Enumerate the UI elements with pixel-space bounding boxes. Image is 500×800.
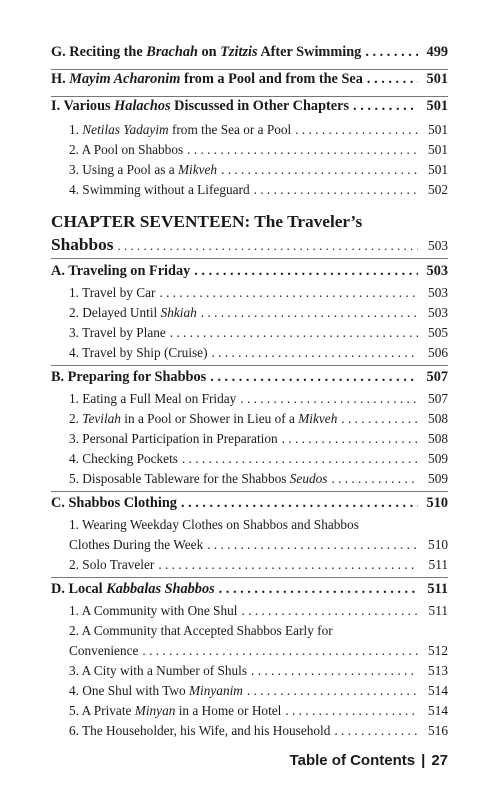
leader-dots <box>247 683 418 699</box>
toc-section-d: D. Local Kabbalas Shabbos . . . 511 <box>51 581 448 601</box>
toc-subentry: 3. Travel by Plane . . . 505 <box>51 325 448 345</box>
toc-section-h <box>51 71 448 91</box>
leader-dots <box>240 391 418 407</box>
toc-subentry: 1. A Community with One Shul . . . 511 <box>51 603 448 623</box>
leader-dots <box>295 122 418 138</box>
divider <box>51 491 448 492</box>
toc-section-c: C. Shabbos Clothing . . . 510 <box>51 495 448 515</box>
page-number: 501 <box>426 71 448 87</box>
chapter-heading-line2: Shabbos . . . 503 <box>51 235 448 257</box>
page-number: 503 <box>428 238 448 253</box>
leader-dots <box>212 345 418 361</box>
leader-dots <box>182 451 418 467</box>
folio-number: 27 <box>431 752 448 769</box>
toc-subentry <box>51 162 448 182</box>
toc-subentry: 5. Disposable Tableware for the Shabbos Seudos . . . 509 <box>51 471 448 491</box>
toc-subentry: 1. Travel by Car . . . 503 <box>51 285 448 305</box>
leader-dots <box>334 723 418 739</box>
page-number: 501 <box>428 122 448 137</box>
page-number: 503 <box>426 263 448 279</box>
toc-subentry <box>51 182 448 202</box>
toc-subentry: 3. A City with a Number of Shuls . . . 513 <box>51 663 448 683</box>
page-number: 499 <box>426 44 448 60</box>
toc-subentry: 4. One Shul with Two Minyanim . . . 514 <box>51 683 448 703</box>
entry-label: A. Traveling on Friday <box>51 263 191 279</box>
leader-dots <box>282 431 418 447</box>
running-title: Table of Contents <box>289 752 416 769</box>
toc-subentry: 2. Solo Traveler . . . 511 <box>51 557 448 577</box>
toc-subentry: 1. Wearing Weekday Clothes on Shabbos and Shabbos <box>69 517 359 532</box>
divider <box>51 96 448 97</box>
toc-section-g <box>51 44 448 64</box>
toc-section-i <box>51 98 448 118</box>
toc-subentry-continued: Clothes During the Week . . . 510 <box>51 537 448 557</box>
leader-dots <box>159 285 418 301</box>
toc-subentry <box>51 122 448 142</box>
entry-label: I. Various Halachos Discussed in Other Chapters <box>51 98 350 114</box>
toc-subentry: 4. Travel by Ship (Cruise) . . . 506 <box>51 345 448 365</box>
leader-dots <box>117 238 418 254</box>
leader-dots <box>367 71 418 88</box>
leader-dots <box>170 325 418 341</box>
entry-label: 4. Swimming without a Lifeguard <box>69 182 250 197</box>
toc-section-a <box>51 263 448 283</box>
chapter-heading: CHAPTER SEVENTEEN: The Traveler’s <box>51 212 363 231</box>
leader-dots <box>187 142 418 158</box>
divider <box>51 258 448 259</box>
toc-subentry: 3. Personal Participation in Preparation . . . 508 <box>51 431 448 451</box>
toc-section-b: B. Preparing for Shabbos . . . 507 <box>51 369 448 389</box>
toc-subentry: 4. Checking Pockets . . . 509 <box>51 451 448 471</box>
entry-label: 3. Using a Pool as a Mikveh <box>69 162 218 177</box>
leader-dots <box>353 98 418 115</box>
divider <box>51 69 448 70</box>
leader-dots <box>210 369 418 386</box>
leader-dots <box>341 411 418 427</box>
leader-dots <box>201 305 418 321</box>
leader-dots <box>254 182 418 198</box>
divider <box>51 577 448 578</box>
entry-label: H. Mayim Acharonim from a Pool and from the Sea <box>51 71 363 87</box>
page-number: 502 <box>428 182 448 197</box>
leader-dots <box>285 703 418 719</box>
leader-dots <box>158 557 418 573</box>
leader-dots <box>221 162 418 178</box>
leader-dots <box>181 495 418 512</box>
toc-subentry <box>51 142 448 162</box>
leader-dots <box>365 44 418 61</box>
toc-subentry: 6. The Householder, his Wife, and his Household . . . 516 <box>51 723 448 743</box>
entry-label: G. Reciting the Brachah on Tzitzis After Swimming <box>51 44 362 60</box>
leader-dots <box>207 537 418 553</box>
toc-subentry: 1. Eating a Full Meal on Friday . . . 507 <box>51 391 448 411</box>
leader-dots <box>194 263 418 280</box>
entry-label: 1. Netilas Yadayim from the Sea or a Pool <box>69 122 292 137</box>
toc-subentry-continued: Convenience . . . 512 <box>51 643 448 663</box>
footer-separator: | <box>421 752 426 769</box>
toc-subentry: 2. Delayed Until Shkiah . . . 503 <box>51 305 448 325</box>
divider <box>51 365 448 366</box>
leader-dots <box>241 603 418 619</box>
entry-label: 2. A Pool on Shabbos <box>69 142 184 157</box>
leader-dots <box>331 471 418 487</box>
leader-dots <box>219 581 418 598</box>
page-number: 501 <box>426 98 448 114</box>
toc-subentry: 2. Tevilah in a Pool or Shower in Lieu of a Mikveh . . . 508 <box>51 411 448 431</box>
toc-subentry: 5. A Private Minyan in a Home or Hotel . . . 514 <box>51 703 448 723</box>
toc-subentry: 2. A Community that Accepted Shabbos Early for <box>69 623 333 638</box>
page-number: 501 <box>428 142 448 157</box>
page-footer <box>290 752 448 769</box>
page-number: 501 <box>428 162 448 177</box>
leader-dots <box>142 643 418 659</box>
leader-dots <box>251 663 418 679</box>
